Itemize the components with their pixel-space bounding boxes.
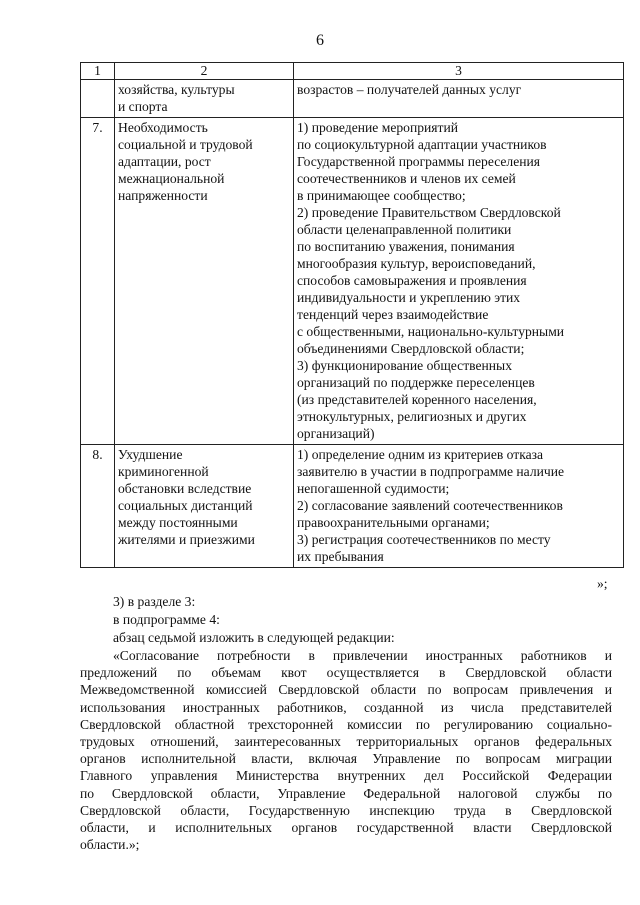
page-number: 6 bbox=[316, 32, 324, 49]
amendment-line: в подпрограмме 4: bbox=[113, 612, 220, 627]
table-row bbox=[81, 80, 624, 118]
row-number: 7. bbox=[81, 118, 115, 445]
cell-line: индивидуальности и укреплению этих bbox=[297, 290, 521, 305]
cell-line: области целенаправленной политики bbox=[297, 222, 512, 237]
cell-line: правоохранительными органами; bbox=[297, 515, 490, 530]
cell-line: Государственной программы переселения bbox=[297, 154, 541, 169]
paragraph-line: Главного управления Министерства внутренних дел Российской Федерации bbox=[80, 768, 612, 784]
cell-line: организаций) bbox=[297, 426, 375, 441]
cell-line: объединениями Свердловской области; bbox=[297, 341, 525, 356]
paragraph-line: использования иностранных работников, созданной из числа представителей bbox=[80, 699, 612, 715]
cell-line: их пребывания bbox=[297, 549, 384, 564]
measures-table bbox=[80, 62, 624, 568]
header-col-1: 1 bbox=[81, 63, 115, 80]
cell-line: тенденций через взаимодействие bbox=[297, 307, 489, 322]
paragraph-line: трудовых отношений, заинтересованных территориальных органов федеральных bbox=[80, 734, 612, 750]
cell-line: 2) согласование заявлений соотечественников bbox=[297, 498, 563, 513]
measures-cell bbox=[294, 80, 624, 118]
cell-line: 1) определение одним из критериев отказа bbox=[297, 447, 544, 462]
cell-line: между постоянными bbox=[118, 515, 238, 530]
cell-line: напряженности bbox=[118, 188, 208, 203]
risk-cell bbox=[115, 80, 294, 118]
cell-line: многообразия культур, вероисповеданий, bbox=[297, 256, 536, 271]
cell-line: организаций по поддержке переселенцев bbox=[297, 375, 535, 390]
risk-cell bbox=[115, 445, 294, 568]
cell-line: адаптации, рост bbox=[118, 154, 211, 169]
amended-paragraph bbox=[80, 647, 612, 853]
paragraph-line: предложений по объемам квот осуществляется в Свердловской области bbox=[80, 665, 612, 681]
paragraph-line: органов исполнительной власти, включая Управление по вопросам миграции bbox=[80, 751, 612, 767]
cell-line: социальных дистанций bbox=[118, 498, 253, 513]
measures-cell bbox=[294, 118, 624, 445]
table-header-row bbox=[81, 63, 624, 80]
cell-line: социальной и трудовой bbox=[118, 137, 253, 152]
cell-line: (из представителей коренного населения, bbox=[297, 392, 537, 407]
cell-line: способов самовыражения и проявления bbox=[297, 273, 527, 288]
row-number bbox=[81, 80, 115, 118]
cell-line: соотечественников и членов их семей bbox=[297, 171, 516, 186]
paragraph-line: Свердловской области, Государственную инспекцию труда в Свердловской bbox=[80, 802, 612, 818]
measures-cell bbox=[294, 445, 624, 568]
cell-line: 1) проведение мероприятий bbox=[297, 120, 459, 135]
cell-line: возрастов – получателей данных услуг bbox=[297, 82, 522, 97]
closing-quote: »; bbox=[597, 576, 608, 591]
row-number: 8. bbox=[81, 445, 115, 568]
cell-line: криминогенной bbox=[118, 464, 209, 479]
cell-line: и спорта bbox=[118, 99, 168, 114]
table-row bbox=[81, 118, 624, 445]
paragraph-line: Межведомственной комиссией Свердловской области по вопросам привлечения и bbox=[80, 682, 612, 698]
cell-line: 2) проведение Правительством Свердловской bbox=[297, 205, 561, 220]
table-row bbox=[81, 445, 624, 568]
paragraph-line: области.»; bbox=[80, 837, 140, 853]
cell-line: межнациональной bbox=[118, 171, 225, 186]
paragraph-line: «Согласование потребности в привлечении иностранных работников и bbox=[113, 648, 612, 663]
paragraph-line: по Свердловской области, Управление Федеральной налоговой службы по bbox=[80, 785, 612, 801]
cell-line: с общественными, национально-культурными bbox=[297, 324, 565, 339]
cell-line: этнокультурных, религиозных и других bbox=[297, 409, 527, 424]
header-col-2: 2 bbox=[115, 63, 294, 80]
cell-line: 3) регистрация соотечественников по месту bbox=[297, 532, 551, 547]
cell-line: хозяйства, культуры bbox=[118, 82, 235, 97]
paragraph-line: Свердловской областной трехсторонней комиссии по регулированию социально- bbox=[80, 716, 612, 732]
amendment-line: абзац седьмой изложить в следующей редакции: bbox=[113, 630, 395, 645]
cell-line: в принимающее сообщество; bbox=[297, 188, 466, 203]
cell-line: 3) функционирование общественных bbox=[297, 358, 512, 373]
cell-line: Необходимость bbox=[118, 120, 208, 135]
amendment-line: 3) в разделе 3: bbox=[113, 594, 196, 609]
cell-line: заявителю в участии в подпрограмме наличие bbox=[297, 464, 565, 479]
cell-line: жителями и приезжими bbox=[118, 532, 255, 547]
cell-line: по социокультурной адаптации участников bbox=[297, 137, 547, 152]
cell-line: по воспитанию уважения, понимания bbox=[297, 239, 515, 254]
paragraph-line: области, и исполнительных органов государственной власти Свердловской bbox=[80, 820, 612, 836]
cell-line: Ухудшение bbox=[118, 447, 183, 462]
risk-cell bbox=[115, 118, 294, 445]
header-col-3: 3 bbox=[294, 63, 624, 80]
cell-line: непогашенной судимости; bbox=[297, 481, 450, 496]
cell-line: обстановки вследствие bbox=[118, 481, 252, 496]
